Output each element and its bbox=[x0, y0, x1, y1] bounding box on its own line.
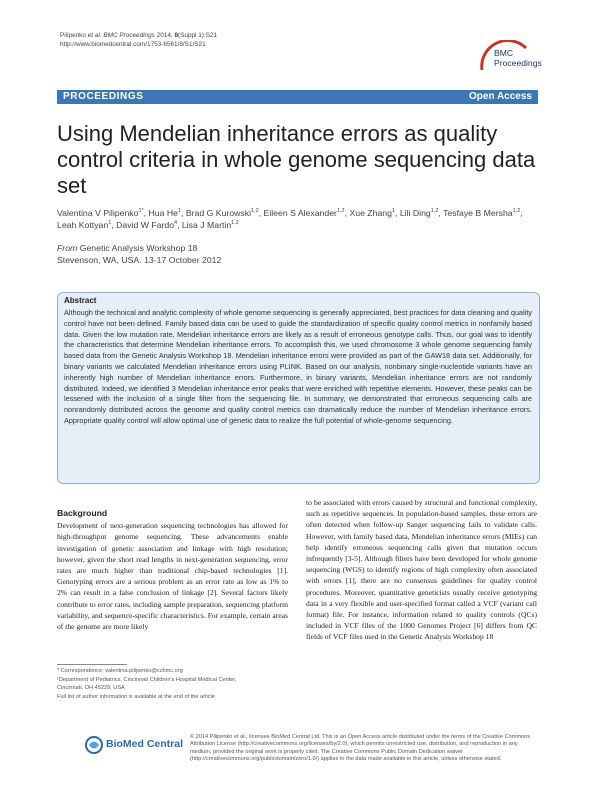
correspondence-note: * Correspondence: valentina.pilipenko@cchmc.org bbox=[57, 668, 183, 674]
author-affiliation-mark: 1,2 bbox=[430, 208, 439, 214]
abstract-heading: Abstract bbox=[64, 296, 97, 305]
author-affiliation-mark: 4 bbox=[174, 220, 178, 226]
background-paragraph-2: to be associated with errors caused by structural and functional complexity, such as repetitive sequences. In population-based samples, these errors are often detected when follow-up Sanger sequencing fails to validate calls. However, with family based data, Mendelian inheritance errors (MIEs) can help identify erroneous sequencing calls given that mutation occurs infrequently [3-5]. Although filters have been developed for whole genome sequencing (WGS) to identify regions of high complexity often associated with errors [1], there are no consensus guidelines for quality control procedures. Moreover, quantitative geneticists usually receive genotyping data in a very flexible and user-specified format called a VCF (variant call format) file. For instance, information related to quality controls (QCs) included in VCF files of the 1000 Genomes Project [6] differs from QC fields of VCF files used in the Genetic Analysis Workshop 18 bbox=[306, 498, 537, 642]
author-affiliation-mark: 1 bbox=[391, 208, 396, 214]
footnotes bbox=[57, 667, 288, 701]
citation-issue: (Suppl 1):S21 bbox=[178, 32, 218, 39]
author-name: Xue Zhang bbox=[349, 208, 392, 218]
logo-line1: BMC bbox=[494, 48, 514, 58]
author-name: Tesfaye B Mersha bbox=[443, 208, 513, 218]
banner-proceedings: PROCEEDINGS bbox=[63, 91, 144, 102]
author-name: Lili Ding bbox=[399, 208, 431, 218]
author-affiliation-mark: 1,2 bbox=[512, 208, 521, 214]
bmc-logo-text bbox=[494, 48, 542, 68]
from-prefix: From bbox=[57, 243, 78, 253]
author-name: Hua He bbox=[148, 208, 178, 218]
license-text: © 2014 Pilipenko et al.; licensee BioMed Central Ltd. This is an Open Access article distributed under the terms of the Creative Commons Attribution License (http://creativecommons.org/licenses/by/2.0), which permits unrestricted use, distribution, and reproduction in any medium, provided the original work is properly cited. The Creative Commons Public Domain Dedication waiver (http://creativecommons.org/publicdomain/zero/1.0/) applies to the data made available in this article, unless otherwise stated. bbox=[190, 734, 531, 763]
author-name: David W Fardo bbox=[116, 220, 175, 230]
affiliation-line-2: Cincinnati, OH 45229, USA bbox=[57, 685, 125, 691]
abstract-text: Although the technical and analytic complexity of whole genome sequencing is generally appreciated, best practices for data cleaning and quality control have not been defined. Family based data can be used to guide the standardization of specific quality control metrics in nonfamily based data. Given the low mutation rate, Mendelian inheritance errors are likely as a result of erroneous genotype calls. Thus, our goal was to identify the characteristics that determine Mendelian inheritance errors. To accomplish this, we used chromosome 3 whole genome sequencing family based data from the Genetic Analysis Workshop 18. Mendelian inheritance errors were provided as part of the GAW18 data set. Additionally, for binary variants we calculated Mendelian inheritance errors using PLINK. Based on our analysis, nonbinary single-nucleotide variants have an inherently high number of Mendelian inheritance errors. Furthermore, in binary variants, Mendelian inheritance errors are not randomly distributed. Indeed, we identified 3 Mendelian inheritance error peaks that were enriched with repetitive elements. However, these peaks can be lessened with the inclusion of a single filter from the sequencing file. In summary, we demonstrated that erroneous sequencing calls are nonrandomly distributed across the genome and quality control metrics can dramatically reduce the number of Mendelian inheritance errors. Appropriate quality control will allow optimal use of genetic data to realize the full potential of whole-genome sequencing. bbox=[64, 308, 532, 425]
biomed-central-text: BioMed Central bbox=[106, 738, 184, 750]
author-name: Brad G Kurowski bbox=[185, 208, 252, 218]
bmc-proceedings-logo bbox=[476, 40, 548, 88]
citation-header bbox=[60, 31, 217, 49]
citation-url[interactable]: http://www.biomedcentral.com/1753-6561/8/S1/S21 bbox=[60, 41, 206, 48]
footnote-rule bbox=[57, 664, 127, 665]
author-affiliation-mark: 1,2 bbox=[231, 220, 239, 226]
citation-journal: BMC Proceedings bbox=[103, 32, 155, 39]
citation-volume: 8 bbox=[174, 32, 178, 39]
workshop-place: Stevenson, WA, USA. 13-17 October 2012 bbox=[57, 255, 222, 265]
biomed-central-swirl-icon bbox=[84, 735, 104, 755]
citation-year: 2014, bbox=[156, 32, 173, 39]
logo-line2: Proceedings bbox=[494, 58, 542, 68]
body-column-right bbox=[306, 497, 537, 643]
banner-open-access[interactable]: Open Access bbox=[469, 91, 532, 102]
background-heading: Background bbox=[57, 508, 108, 518]
workshop-name: Genetic Analysis Workshop 18 bbox=[79, 243, 198, 253]
author-affiliation-mark: 1,2 bbox=[336, 208, 345, 214]
author-name: Eileen S Alexander bbox=[263, 208, 337, 218]
author-name: Valentina V Pilipenko bbox=[57, 208, 139, 218]
citation-authors: Pilipenko bbox=[60, 32, 86, 39]
article-title: Using Mendelian inheritance errors as quality control criteria in whole genome sequencing data set bbox=[57, 121, 536, 198]
author-affiliation-mark: 1 bbox=[108, 220, 112, 226]
author-affiliation-mark: 1* bbox=[138, 208, 144, 214]
author-affiliation-mark: 1 bbox=[177, 208, 182, 214]
author-name: Leah Kottyan bbox=[57, 220, 109, 230]
affiliation-line-1: ¹Department of Pediatrics, Cincinnati Children's Hospital Medical Center, bbox=[57, 676, 237, 683]
section-banner bbox=[57, 90, 538, 104]
author-info-note: Full list of author information is available at the end of the article bbox=[57, 693, 215, 700]
biomed-central-logo bbox=[84, 735, 184, 755]
author-list: Valentina V Pilipenko$^{1*}$, Hua He$^1$, Brad G Kurowski$^{1,2}$, Eileen S Alexander$^{1,2}$, Xue Zhang$^1$, Lili Ding$^{1,2}$, Tesfaye B Mersha$^{1,2}$, Leah Kottyan$^1$, David W Fardo$^4$, Lisa J Martin$^{1,2}$ bbox=[57, 208, 523, 230]
citation-etal: et al. bbox=[87, 32, 102, 39]
body-column-left bbox=[57, 508, 288, 632]
author-affiliation-mark: 1,2 bbox=[251, 208, 259, 214]
background-paragraph-1: Development of next-generation sequencing technologies has allowed for high-throughput genome sequencing. These advancements enable investigation of genetic association and linkage with high resolution; however, given the short read lengths in next-generation sequencing, error rates are much higher than traditional chip-based technologies [1]. Genotyping errors are a serious problem as an error rate as low as 1% to 2% can result in a false conclusion of linkage [2]. Several factors likely contribute to error rates, including sample preparation, sequencing platform variability, and sequence-specific characteristics. For example, certain areas of the genome are more likely bbox=[57, 521, 288, 632]
workshop-info bbox=[57, 242, 537, 266]
author-name: Lisa J Martin bbox=[181, 220, 232, 230]
